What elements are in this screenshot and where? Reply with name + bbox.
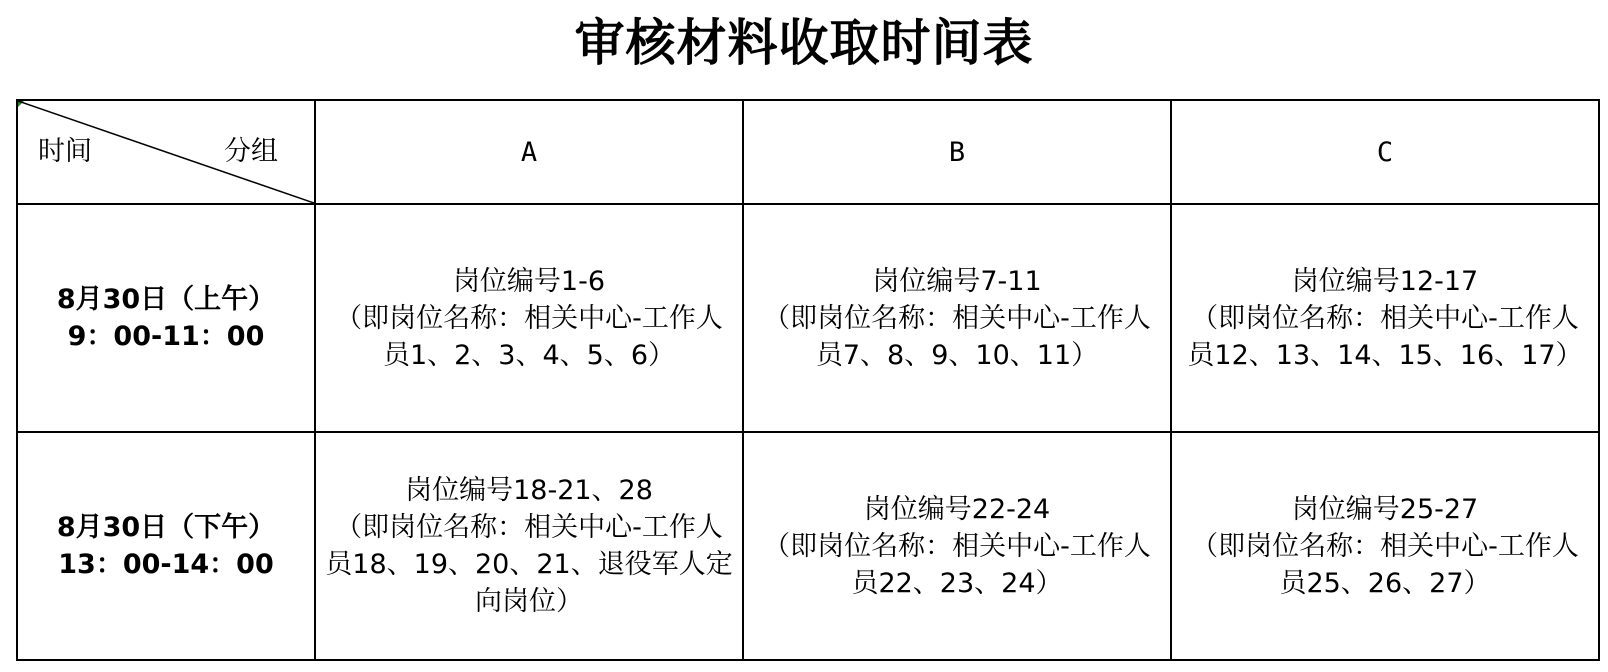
table-row: [17, 204, 1599, 432]
cell-title: 岗位编号7-11: [872, 265, 1042, 297]
schedule-cell: [315, 204, 743, 432]
corner-label-time: 时间: [38, 136, 92, 167]
header-row: [17, 100, 1599, 204]
schedule-cell: [743, 204, 1171, 432]
cell-title: 岗位编号22-24: [863, 493, 1051, 525]
schedule-cell: [743, 432, 1171, 660]
group-header-c: C: [1171, 100, 1599, 204]
time-range: 9：00-11：00: [67, 321, 265, 352]
schedule-cell: [1171, 204, 1599, 432]
group-header-a: A: [315, 100, 743, 204]
cell-detail: （即岗位名称：相关中心-工作人员18、19、20、21、退役军人定向岗位）: [325, 512, 733, 617]
cell-title: 岗位编号25-27: [1291, 493, 1479, 525]
cell-title: 岗位编号12-17: [1291, 265, 1479, 297]
time-range: 13：00-14：00: [58, 549, 274, 580]
cell-detail: （即岗位名称：相关中心-工作人员12、13、14、15、16、17）: [1187, 302, 1583, 371]
corner-label-group: 分组: [224, 136, 278, 167]
time-cell: [17, 432, 315, 660]
page-title: 审核材料收取时间表: [574, 13, 1034, 72]
time-date: 8月30日（下午）: [56, 512, 276, 543]
schedule-cell: [315, 432, 743, 660]
cell-detail: （即岗位名称：相关中心-工作人员22、23、24）: [763, 530, 1151, 599]
cell-detail: （即岗位名称：相关中心-工作人员1、2、3、4、5、6）: [335, 302, 723, 371]
schedule-table: [16, 99, 1600, 661]
schedule-cell: [1171, 432, 1599, 660]
corner-header-cell: [17, 100, 315, 204]
group-header-b: B: [743, 100, 1171, 204]
table-row: [17, 432, 1599, 660]
cell-detail: （即岗位名称：相关中心-工作人员7、8、9、10、11）: [763, 302, 1151, 371]
time-cell: [17, 204, 315, 432]
cell-title: 岗位编号18-21、28: [405, 475, 653, 506]
time-date: 8月30日（上午）: [56, 284, 276, 315]
cell-title: 岗位编号1-6: [452, 265, 606, 297]
cell-detail: （即岗位名称：相关中心-工作人员25、26、27）: [1191, 530, 1579, 599]
